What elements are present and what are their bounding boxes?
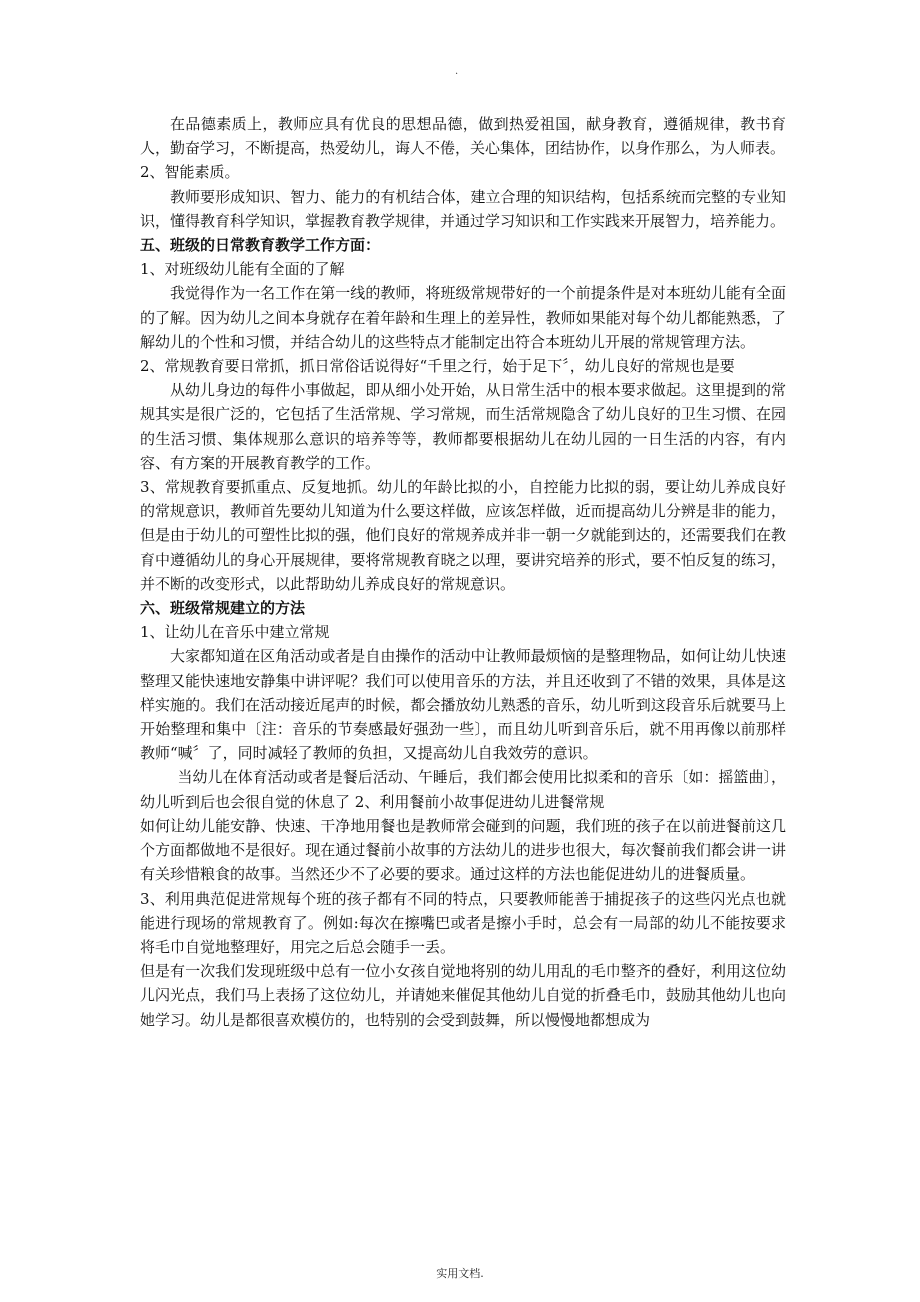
paragraph: 1、对班级幼儿能有全面的了解 bbox=[140, 260, 345, 279]
section-heading: 五、班级的日常教育教学工作方面： bbox=[140, 236, 381, 255]
paragraph: 从幼儿身边的每件小事做起，即从细小处开始，从日常生活中的根本要求做起。这里提到的常规其实是很广泛的，它包括了生活常规、学习常规，而生活常规隐含了幼儿良好的卫生习惯、在园的生活习惯、集体规那么意识的培养等等，教师都要根据幼儿在幼儿园的一日生活的内容，有内容、有方案的开展教育教学的工作。 bbox=[140, 381, 786, 472]
header-mark: . bbox=[455, 66, 459, 77]
page-footer: 实用文档. bbox=[436, 1267, 484, 1280]
paragraph: 3、常规教育要抓重点、反复地抓。幼儿的年龄比拟的小，自控能力比拟的弱，要让幼儿养成良好的常规意识，教师首先要幼儿知道为什么要这样做，应该怎样做，近而提高幼儿分辨是非的能力，但是由于幼儿的可塑性比拟的强，他们良好的常规养成并非一朝一夕就能到达的，还需要我们在教育中遵循幼儿的身心开展规律，要将常规教育晓之以理，要讲究培养的形式，要不怕反复的练习，并不断的改变形式，以此帮助幼儿养成良好的常规意识。 bbox=[140, 478, 786, 593]
paragraph: 1、让幼儿在音乐中建立常规 bbox=[140, 623, 330, 642]
paragraph: 2、常规教育要日常抓，抓日常俗话说得好“千里之行，始于足下〞，幼儿良好的常规也是要 bbox=[140, 357, 735, 376]
paragraph: 教师要形成知识、智力、能力的有机结合体，建立合理的知识结构，包括系统而完整的专业知识，懂得教育科学知识，掌握教育教学规律，并通过学习知识和工作实践来开展智力，培养能力。 bbox=[140, 187, 786, 230]
paragraph: 2、智能素质。 bbox=[140, 163, 240, 182]
paragraph: 大家都知道在区角活动或者是自由操作的活动中让教师最烦恼的是整理物品，如何让幼儿快速整理又能快速地安静集中讲评呢？我们可以使用音乐的方法，并且还收到了不错的效果，具体是这样实施的。我们在活动接近尾声的时候，都会播放幼儿熟悉的音乐，幼儿听到这段音乐后就要马上开始整理和集中〔注：音乐的节奏感最好强劲一些〕，而且幼儿听到音乐后，就不用再像以前那样教师“喊〞了，同时减轻了教师的负担，又提高幼儿自我效劳的意识。 bbox=[140, 647, 786, 763]
paragraph: 但是有一次我们发现班级中总有一位小女孩自觉地将别的幼儿用乱的毛巾整齐的叠好，利用这位幼儿闪光点，我们马上表扬了这位幼儿，并请她来催促其他幼儿自觉的折叠毛巾，鼓励其他幼儿也向她学习。幼儿是都很喜欢模仿的，也特别的会受到鼓舞，所以慢慢地都想成为 bbox=[140, 962, 786, 1029]
paragraph: 在品德素质上，教师应具有优良的思想品德，做到热爱祖国，献身教育，遵循规律，教书育人，勤奋学习，不断提高，热爱幼儿，诲人不倦，关心集体，团结协作，以身作那么，为人师表。 bbox=[140, 115, 786, 158]
paragraph: 3、利用典范促进常规每个班的孩子都有不同的特点，只要教师能善于捕捉孩子的这些闪光点也就能进行现场的常规教育了。例如:每次在擦嘴巴或者是擦小手时，总会有一局部的幼儿不能按要求将毛巾自觉地整理好，用完之后总会随手一丢。 bbox=[140, 889, 786, 956]
paragraph: 我觉得作为一名工作在第一线的教师，将班级常规带好的一个前提条件是对本班幼儿能有全面的了解。因为幼儿之间本身就存在着年龄和生理上的差异性，教师如果能对每个幼儿都能熟悉，了解幼儿的个性和习惯，并结合幼儿的这些特点才能制定出符合本班幼儿开展的常规管理方法。 bbox=[140, 284, 786, 351]
section-heading: 六、班级常规建立的方法 bbox=[140, 599, 306, 618]
paragraph: 如何让幼儿能安静、快速、干净地用餐也是教师常会碰到的问题，我们班的孩子在以前进餐前这几个方面都做地不是很好。现在通过餐前小故事的方法幼儿的进步也很大，每次餐前我们都会讲一讲有关珍惜粮食的故事。当然还少不了必要的要求。通过这样的方法也能促进幼儿的进餐质量。 bbox=[140, 816, 786, 884]
paragraph: 当幼儿在体育活动或者是餐后活动、午睡后，我们都会使用比拟柔和的音乐〔如：摇篮曲〕，幼儿听到后也会很自觉的休息了 2、利用餐前小故事促进幼儿进餐常规 bbox=[140, 768, 786, 811]
document-body bbox=[140, 112, 786, 1032]
